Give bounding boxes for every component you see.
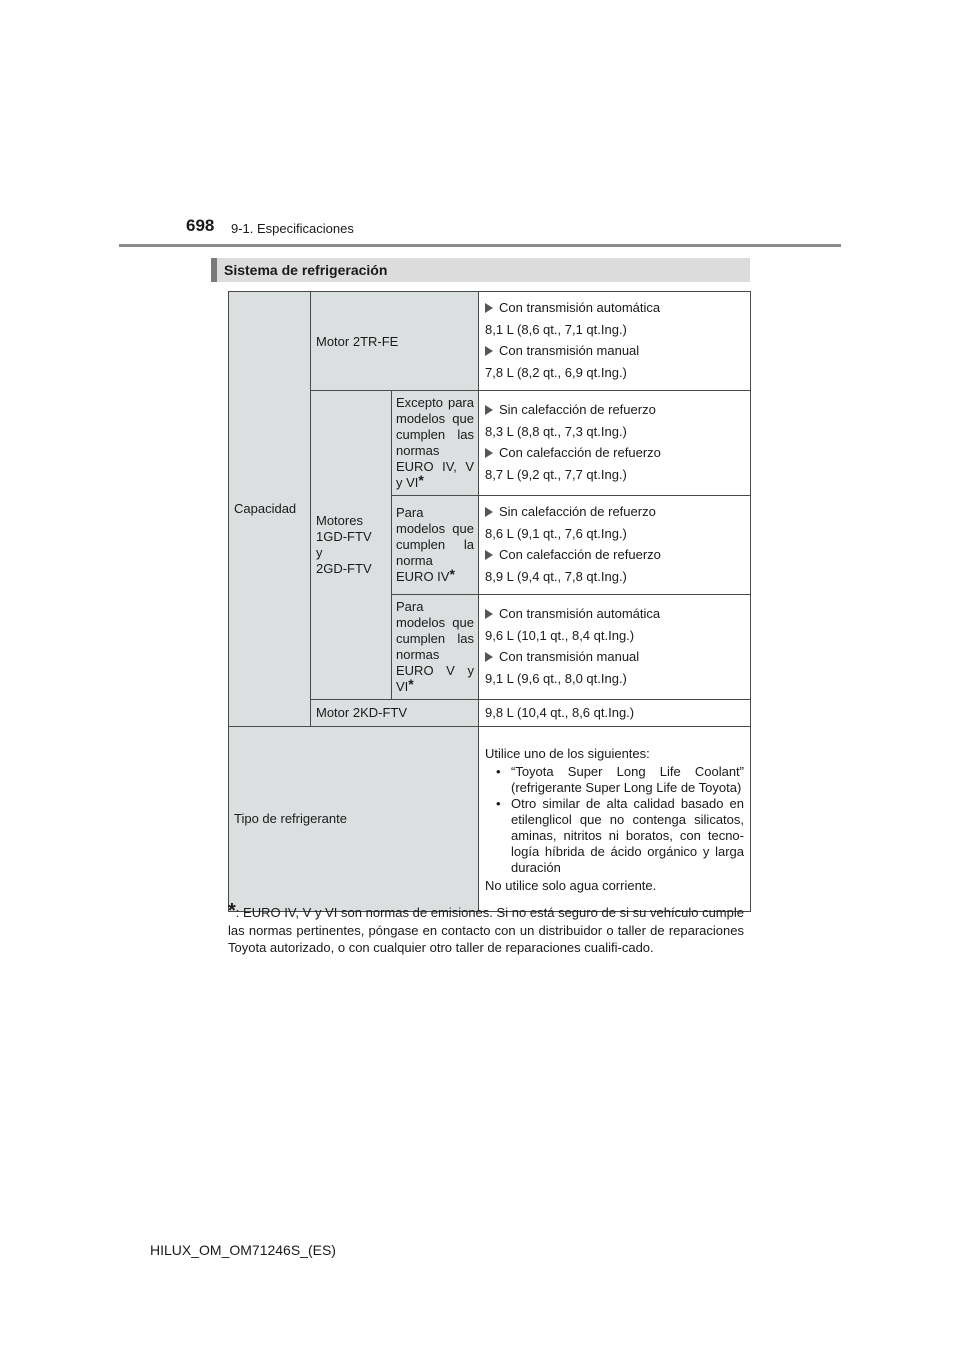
footnote-asterisk: * <box>228 900 236 922</box>
condition-cell <box>392 595 479 700</box>
coolant-type-label: Tipo de refrigerante <box>229 727 479 912</box>
gd-row2-values <box>479 496 751 595</box>
motor-2tr-label: Motor 2TR-FE <box>311 292 479 391</box>
motor-2kd-label: Motor 2KD-FTV <box>311 700 479 727</box>
option-label: Con transmisión manual <box>499 343 640 358</box>
list-item <box>485 504 744 520</box>
gd-row3-values <box>479 595 751 700</box>
coolant-options-list <box>485 764 744 876</box>
table-row <box>229 292 751 391</box>
list-item <box>485 402 744 418</box>
cooling-spec-table <box>228 291 751 912</box>
motor-gd-label-line: Motores <box>316 513 363 528</box>
triangle-bullet-icon <box>485 303 493 313</box>
table-row <box>229 727 751 912</box>
capacity-value: 8,3 L (8,8 qt., 7,3 qt.Ing.) <box>485 424 627 439</box>
capacity-label: Capacidad <box>229 292 311 727</box>
list-item <box>485 649 744 665</box>
coolant-type-value <box>479 727 751 912</box>
option-label: Con calefacción de refuerzo <box>499 445 661 460</box>
list-item <box>485 445 744 461</box>
motor-gd-label-line: y <box>316 545 323 560</box>
page-number: 698 <box>186 216 215 235</box>
option-label: Con calefacción de refuerzo <box>499 547 661 562</box>
triangle-bullet-icon <box>485 550 493 560</box>
list-item: • “Toyota Super Long Life Coolant” (refrigerante Super Long Life de Toyota) <box>485 764 744 796</box>
option-label: Con transmisión manual <box>499 649 640 664</box>
motor-gd-label <box>311 391 392 700</box>
triangle-bullet-icon <box>485 609 493 619</box>
list-item: • Otro similar de alta calidad basado en etilenglicol que no contenga silicatos, aminas, nitritos ni boratos, con tecno-logía híbrida de ácido orgánico y larga duración <box>485 796 744 876</box>
triangle-bullet-icon <box>485 405 493 415</box>
capacity-value: 7,8 L (8,2 qt., 6,9 qt.Ing.) <box>485 365 627 380</box>
motor-2tr-values <box>479 292 751 391</box>
capacity-value: 8,7 L (9,2 qt., 7,7 qt.Ing.) <box>485 467 627 482</box>
motor-gd-label-line: 2GD-FTV <box>316 561 372 576</box>
list-item <box>485 606 744 622</box>
option-label: Con transmisión automática <box>499 300 661 315</box>
gd-row1-values <box>479 391 751 496</box>
triangle-bullet-icon <box>485 507 493 517</box>
document-code: HILUX_OM_OM71246S_(ES) <box>150 1242 336 1258</box>
coolant-intro: Utilice uno de los siguientes: <box>485 746 650 761</box>
asterisk-mark: * <box>418 472 424 488</box>
list-item <box>485 300 744 316</box>
condition-text: Para modelos que cumplen la norma EURO IV <box>396 505 474 584</box>
footnote <box>228 900 744 957</box>
condition-text: Para modelos que cumplen las normas EURO V y VI <box>396 599 474 694</box>
coolant-warning: No utilice solo agua corriente. <box>485 878 657 893</box>
asterisk-mark: * <box>408 676 414 692</box>
footnote-text: : EURO IV, V y VI son normas de emisiones. Si no está seguro de si su vehículo cumple las normas pertinentes, póngase en contacto con un distribuidor o taller de reparaciones Toyota autorizado, o con cualquier otro taller de reparaciones cualifi-cado. <box>228 905 744 955</box>
option-label: Sin calefacción de refuerzo <box>499 402 656 417</box>
condition-cell <box>392 496 479 595</box>
motor-2kd-value: 9,8 L (10,4 qt., 8,6 qt.Ing.) <box>479 700 751 727</box>
capacity-value: 8,6 L (9,1 qt., 7,6 qt.Ing.) <box>485 526 627 541</box>
triangle-bullet-icon <box>485 448 493 458</box>
section-breadcrumb: 9-1. Especificaciones <box>231 221 354 236</box>
header-divider <box>119 244 841 247</box>
capacity-value: 8,9 L (9,4 qt., 7,8 qt.Ing.) <box>485 569 627 584</box>
list-item <box>485 547 744 563</box>
triangle-bullet-icon <box>485 346 493 356</box>
capacity-value: 9,6 L (10,1 qt., 8,4 qt.Ing.) <box>485 628 635 643</box>
list-item <box>485 343 744 359</box>
asterisk-mark: * <box>449 566 455 582</box>
section-title: Sistema de refrigeración <box>211 258 750 282</box>
condition-cell <box>392 391 479 496</box>
option-label: Sin calefacción de refuerzo <box>499 504 656 519</box>
capacity-value: 8,1 L (8,6 qt., 7,1 qt.Ing.) <box>485 322 627 337</box>
triangle-bullet-icon <box>485 652 493 662</box>
option-label: Con transmisión automática <box>499 606 661 621</box>
capacity-value: 9,1 L (9,6 qt., 8,0 qt.Ing.) <box>485 671 627 686</box>
motor-gd-label-line: 1GD-FTV <box>316 529 372 544</box>
condition-text: Excepto para modelos que cumplen las normas EURO IV, V y VI <box>396 395 474 490</box>
